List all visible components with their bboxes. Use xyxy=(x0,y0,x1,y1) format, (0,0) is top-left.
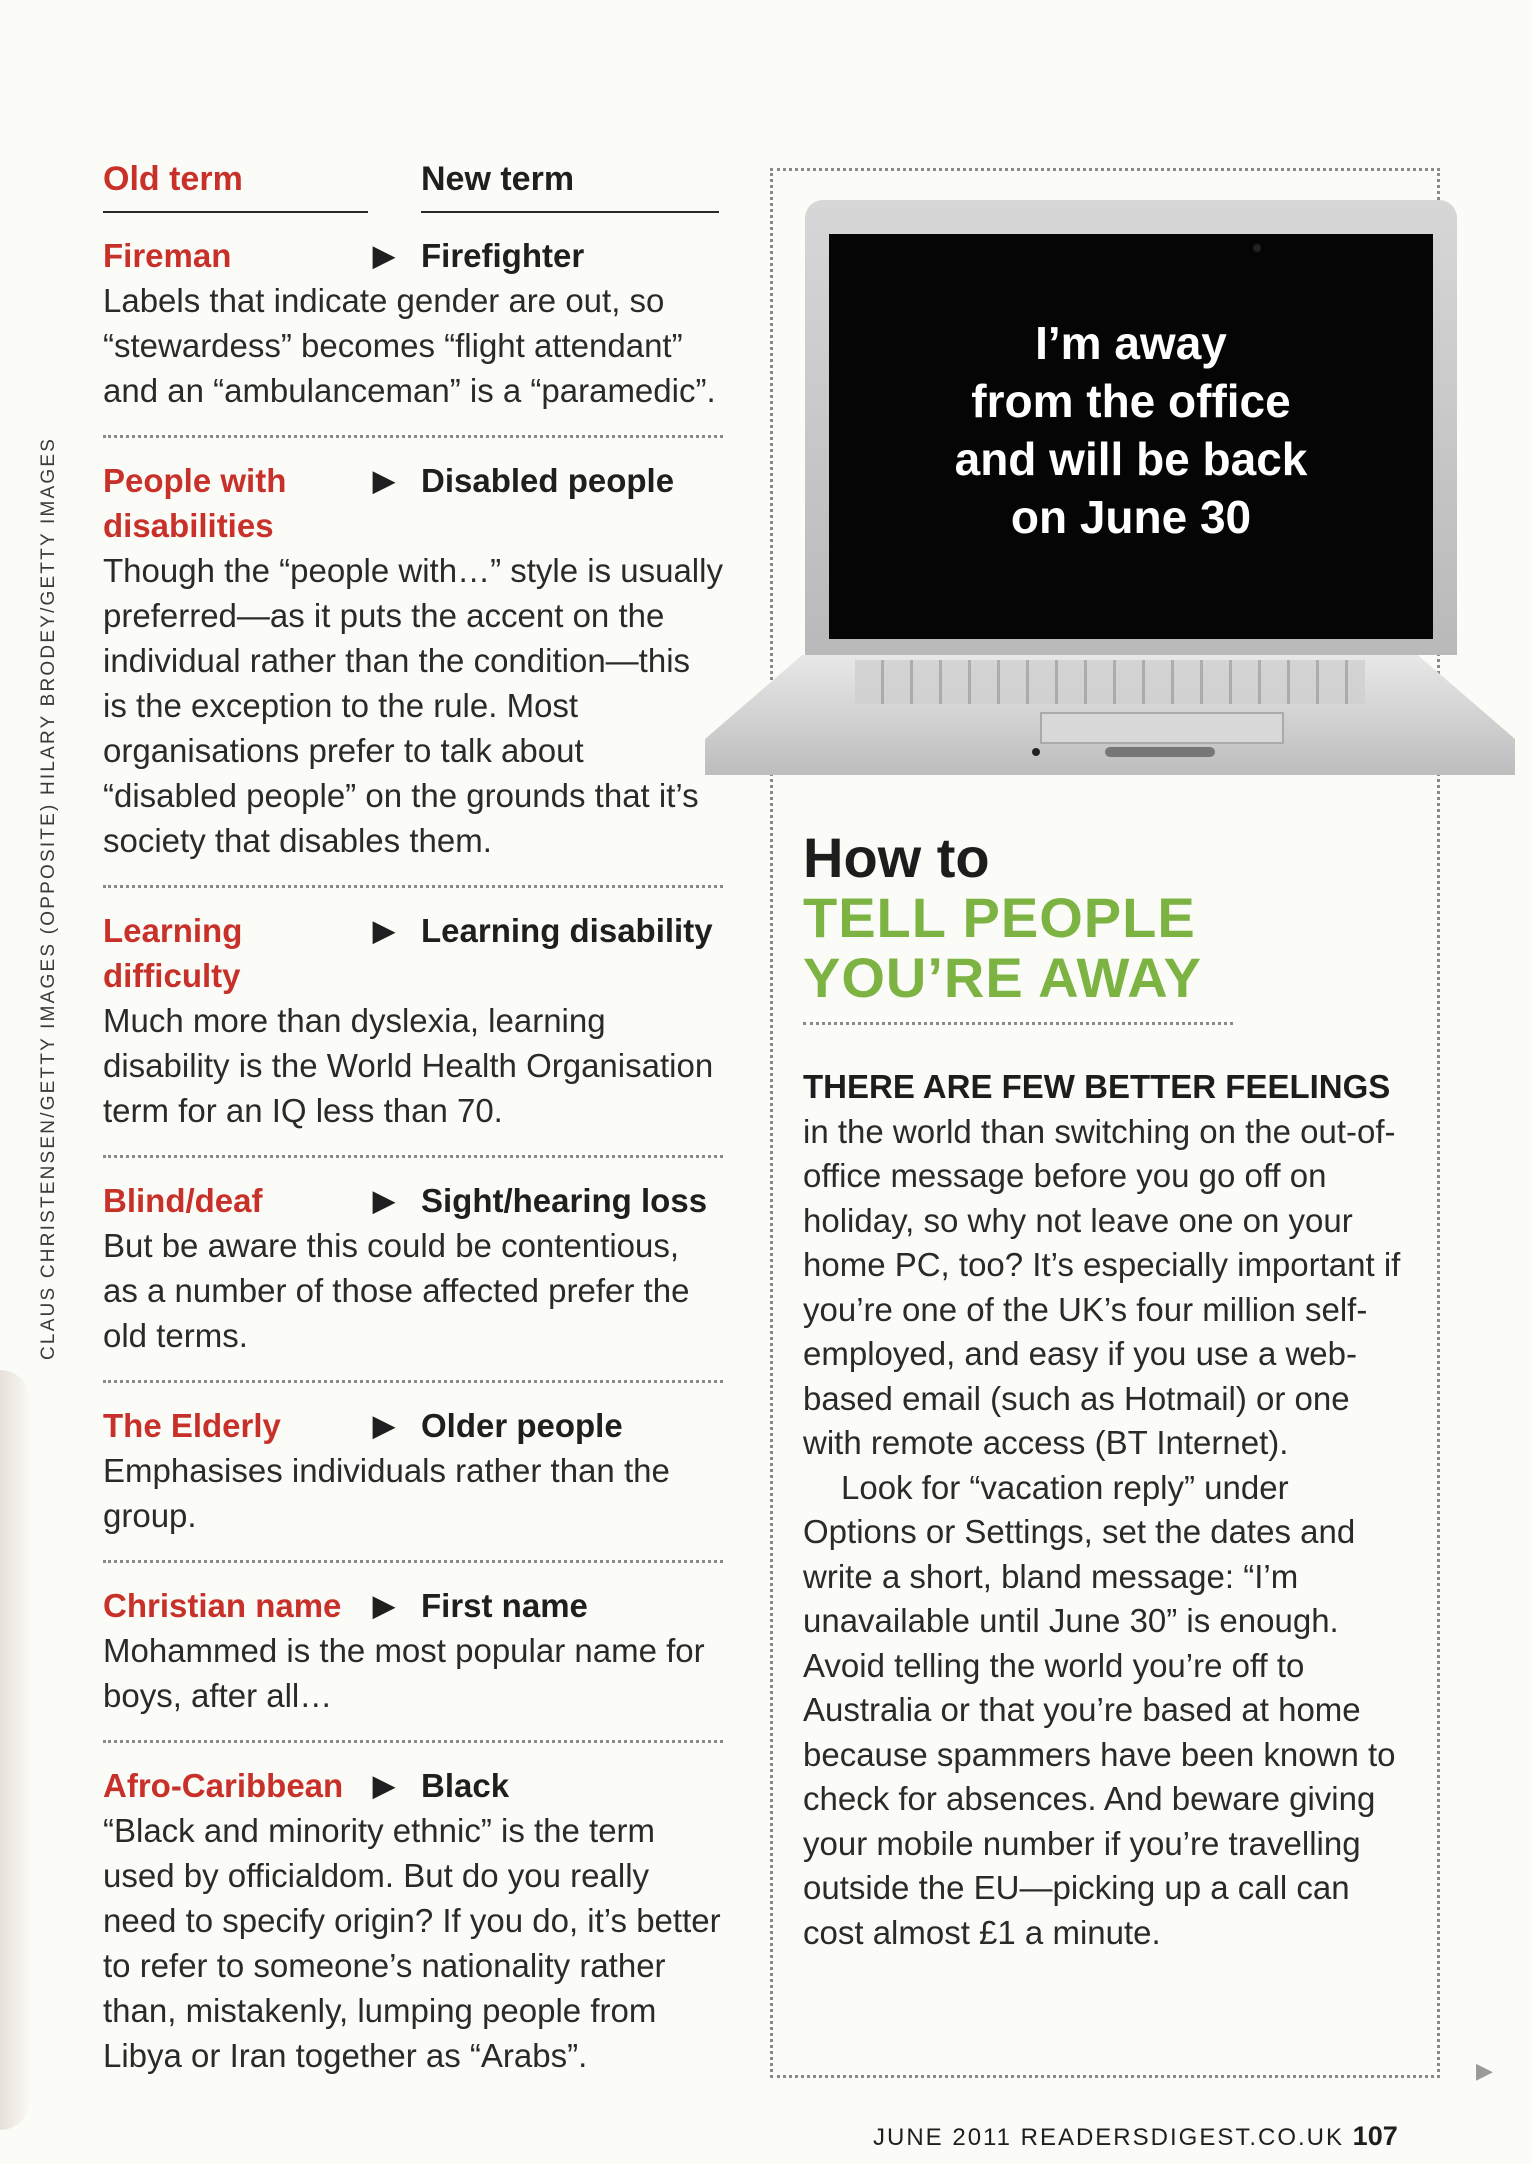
new-term-header: New term xyxy=(421,160,719,213)
next-page-arrow-icon: ▶ xyxy=(1476,2058,1493,2083)
old-term-header: Old term xyxy=(103,160,368,213)
column-headers xyxy=(103,160,723,213)
old-term: Fireman xyxy=(103,237,232,274)
arrow-icon: ▶ xyxy=(373,915,395,946)
old-term: People with disabilities xyxy=(103,462,287,544)
laptop-latch xyxy=(1105,747,1215,757)
terms-list xyxy=(103,160,723,2100)
new-term: Black xyxy=(421,1767,510,1804)
sidebar-paragraph xyxy=(803,1065,1403,1466)
term-description: But be aware this could be contentious, as a number of those affected prefer the old terms. xyxy=(103,1227,690,1354)
term-entry xyxy=(103,1563,723,1743)
sidebar-title-line: TELL PEOPLE xyxy=(803,886,1196,949)
term-entry xyxy=(103,1383,723,1563)
new-term: Sight/hearing loss xyxy=(421,1182,708,1219)
out-of-office-message xyxy=(829,314,1433,546)
term-description: Labels that indicate gender are out, so “stewardess” becomes “flight attendant” and an “ambulanceman” is a “paramedic”. xyxy=(103,282,716,409)
term-description: “Black and minority ethnic” is the term used by officialdom. But do you really need to specify origin? If you do, it’s better to refer to someone’s nationality rather than, mistakenly, lumping people from Libya or Iran together as “Arabs”. xyxy=(103,1812,721,2074)
new-term: Disabled people xyxy=(421,462,675,499)
laptop-illustration xyxy=(705,200,1515,780)
footer-text: JUNE 2011 READERSDIGEST.CO.UK xyxy=(873,2124,1353,2151)
message-line: on June 30 xyxy=(1010,491,1252,543)
photo-credit: CLAUS CHRISTENSEN/GETTY IMAGES (OPPOSITE) HILARY BRODEY/GETTY IMAGES xyxy=(38,436,59,1360)
sidebar-title-line: YOU’RE AWAY xyxy=(803,946,1202,1009)
term-description: Much more than dyslexia, learning disability is the World Health Organisation term for an IQ less than 70. xyxy=(103,1002,714,1129)
new-term: Learning disability xyxy=(421,912,713,949)
laptop-screen xyxy=(829,234,1433,639)
lead-in: THERE ARE FEW BETTER FEELINGS xyxy=(803,1068,1391,1105)
sidebar-paragraph: Look for “vacation reply” under Options or Settings, set the dates and write a short, bland message: “I’m unavailable until June 30” is enough. Avoid telling the world you’re off to Australia or that you’re based at home because spammers have been known to check for absences. And beware giving your mobile number if you’re travelling outside the EU—picking up a call can cost almost £1 a minute. xyxy=(803,1468,1396,1951)
arrow-icon: ▶ xyxy=(373,1410,395,1441)
term-entry xyxy=(103,213,723,438)
term-entry xyxy=(103,438,723,888)
arrow-icon: ▶ xyxy=(373,240,395,271)
term-description: Mohammed is the most popular name for boys, after all… xyxy=(103,1632,705,1714)
page-number: 107 xyxy=(1352,2121,1398,2151)
term-entry xyxy=(103,1158,723,1383)
old-term: The Elderly xyxy=(103,1407,281,1444)
page-footer xyxy=(873,2121,1398,2152)
term-entry xyxy=(103,888,723,1158)
paragraph-text: in the world than switching on the out-of-office message before you go off on holiday, so why not leave one on your home PC, too? It’s especially important if you’re one of the UK’s four million self-employed, and easy if you use a web-based email (such as Hotmail) or one with remote access (BT Internet). xyxy=(803,1112,1401,1461)
new-term: Firefighter xyxy=(421,237,585,274)
arrow-icon: ▶ xyxy=(373,1185,395,1216)
arrow-icon: ▶ xyxy=(373,1590,395,1621)
arrow-icon: ▶ xyxy=(373,465,395,496)
message-line: and will be back xyxy=(954,433,1308,485)
new-term: Older people xyxy=(421,1407,623,1444)
message-line: from the office xyxy=(971,375,1291,427)
old-term: Afro-Caribbean xyxy=(103,1767,344,1804)
page-edge-shadow xyxy=(0,1370,30,2130)
camera-icon xyxy=(1253,244,1261,252)
old-term: Blind/deaf xyxy=(103,1182,263,1219)
message-line: I’m away xyxy=(1035,317,1227,369)
status-light xyxy=(1032,748,1040,756)
trackpad xyxy=(1040,712,1284,744)
old-term: Learning difficulty xyxy=(103,912,243,994)
term-description: Emphasises individuals rather than the group. xyxy=(103,1452,670,1534)
term-description: Though the “people with…” style is usually preferred—as it puts the accent on the individual rather than the condition—this is the exception to the rule. Most organisations prefer to talk about “disabled people” on the grounds that it’s society that disables them. xyxy=(103,552,723,859)
old-term: Christian name xyxy=(103,1587,342,1624)
term-entry xyxy=(103,1743,723,2100)
keyboard xyxy=(855,660,1365,704)
sidebar-article xyxy=(803,828,1403,1955)
title-divider xyxy=(803,1022,1233,1025)
new-term: First name xyxy=(421,1587,588,1624)
sidebar-kicker: How to xyxy=(803,826,990,889)
arrow-icon: ▶ xyxy=(373,1770,395,1801)
